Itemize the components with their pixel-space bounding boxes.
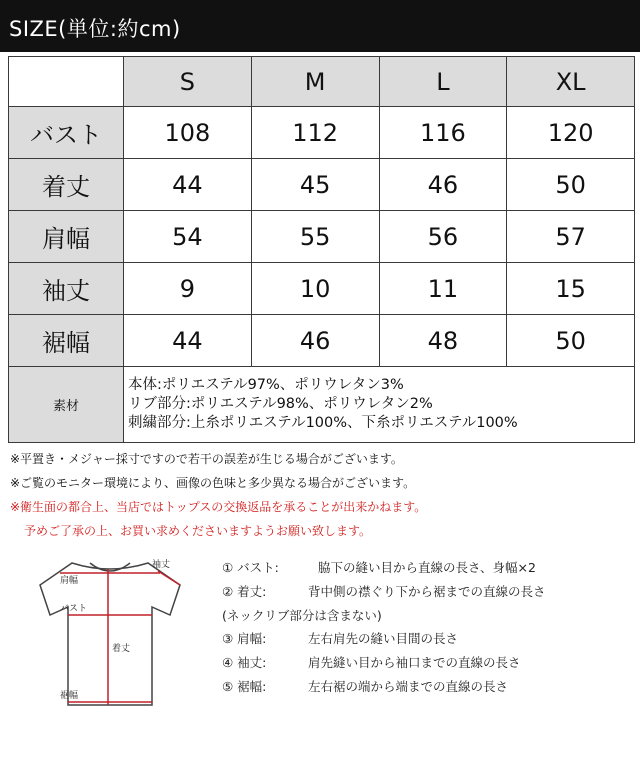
measure-item [222,604,632,628]
table-row-shoulder [9,211,635,263]
diagram-label-length: 着丈 [112,644,131,654]
cell-sleeve-xl: 15 [507,263,635,315]
cell-hem-s: 44 [124,315,252,367]
cell-bust-xl: 120 [507,107,635,159]
size-m-header: M [251,57,379,107]
material-line: 刺繍部分:上糸ポリエステル100%、下糸ポリエステル100% [128,415,518,431]
size-xl-header: XL [507,57,635,107]
cell-length-l: 46 [379,159,507,211]
cell-hem-xl: 50 [507,315,635,367]
diagram-label-shoulder: 肩幅 [60,576,79,586]
measure-item [222,580,632,604]
cell-shoulder-s: 54 [124,211,252,263]
table-row-length [9,159,635,211]
cell-length-m: 45 [251,159,379,211]
measure-label: ③ 肩幅: [222,631,267,647]
row-label-shoulder: 肩幅 [9,211,124,263]
cell-shoulder-m: 55 [251,211,379,263]
measure-desc: 脇下の縫い目から直線の長さ、身幅×2 [318,560,536,575]
note-monitor: ※ご覧のモニター環境により、画像の色味と多少異なる場合がございます。 [10,476,416,490]
note-please-understand: 予めご了承の上、お買い求めくださいますようお願い致します。 [24,524,372,538]
cell-sleeve-m: 10 [251,263,379,315]
row-label-material: 素材 [9,367,124,443]
cell-length-s: 44 [124,159,252,211]
notes-block [10,447,630,543]
measure-desc: 左右肩先の縫い目間の長さ [308,631,459,647]
cell-bust-l: 116 [379,107,507,159]
cell-sleeve-l: 11 [379,263,507,315]
tshirt-diagram [20,555,200,725]
note-no-returns: ※衛生面の都合上、当店ではトップスの交換返品を承ることが出来かねます。 [10,500,427,514]
measure-item [222,675,632,699]
table-row-material [9,367,635,443]
table-row-sleeve [9,263,635,315]
diagram-label-sleeve: 袖丈 [152,560,171,570]
measure-desc: 肩先縫い目から袖口までの直線の長さ [308,655,521,671]
table-row-hem [9,315,635,367]
size-table [8,56,635,443]
size-s-header: S [124,57,252,107]
size-title-bar [0,0,640,52]
cell-shoulder-l: 56 [379,211,507,263]
diagram-label-hem: 裾幅 [60,691,79,701]
cell-sleeve-s: 9 [124,263,252,315]
size-title: SIZE(単位:約cm) [9,17,181,41]
measure-label: ② 着丈: [222,583,267,599]
measure-label: ⑤ 裾幅: [222,678,267,694]
material-cell [124,367,635,443]
row-label-length: 着丈 [9,159,124,211]
row-label-hem: 裾幅 [9,315,124,367]
measurement-guide [222,556,632,699]
measure-desc: (ネックリブ部分は含まない) [222,607,382,623]
table-row-bust [9,107,635,159]
cell-bust-m: 112 [251,107,379,159]
cell-hem-m: 46 [251,315,379,367]
measure-item [222,627,632,651]
row-label-sleeve: 袖丈 [9,263,124,315]
cell-length-xl: 50 [507,159,635,211]
corner-cell [9,57,124,107]
size-l-header: L [379,57,507,107]
cell-bust-s: 108 [124,107,252,159]
material-line: 本体:ポリエステル97%、ポリウレタン3% [128,377,404,393]
measure-label: ① バスト: [222,560,279,575]
row-label-bust: バスト [9,107,124,159]
measure-desc: 背中側の襟ぐり下から裾までの直線の長さ [308,583,546,599]
material-line: リブ部分:ポリエステル98%、ポリウレタン2% [128,396,433,412]
diagram-label-bust: バスト [60,604,88,614]
cell-hem-l: 48 [379,315,507,367]
measure-item [222,651,632,675]
cell-shoulder-xl: 57 [507,211,635,263]
size-header-row [9,57,635,107]
note-measurement: ※平置き・メジャー採寸ですので若干の誤差が生じる場合がございます。 [10,452,403,466]
measure-desc: 左右裾の端から端までの直線の長さ [308,678,509,694]
measure-label: ④ 袖丈: [222,655,267,671]
measure-item [222,556,632,580]
